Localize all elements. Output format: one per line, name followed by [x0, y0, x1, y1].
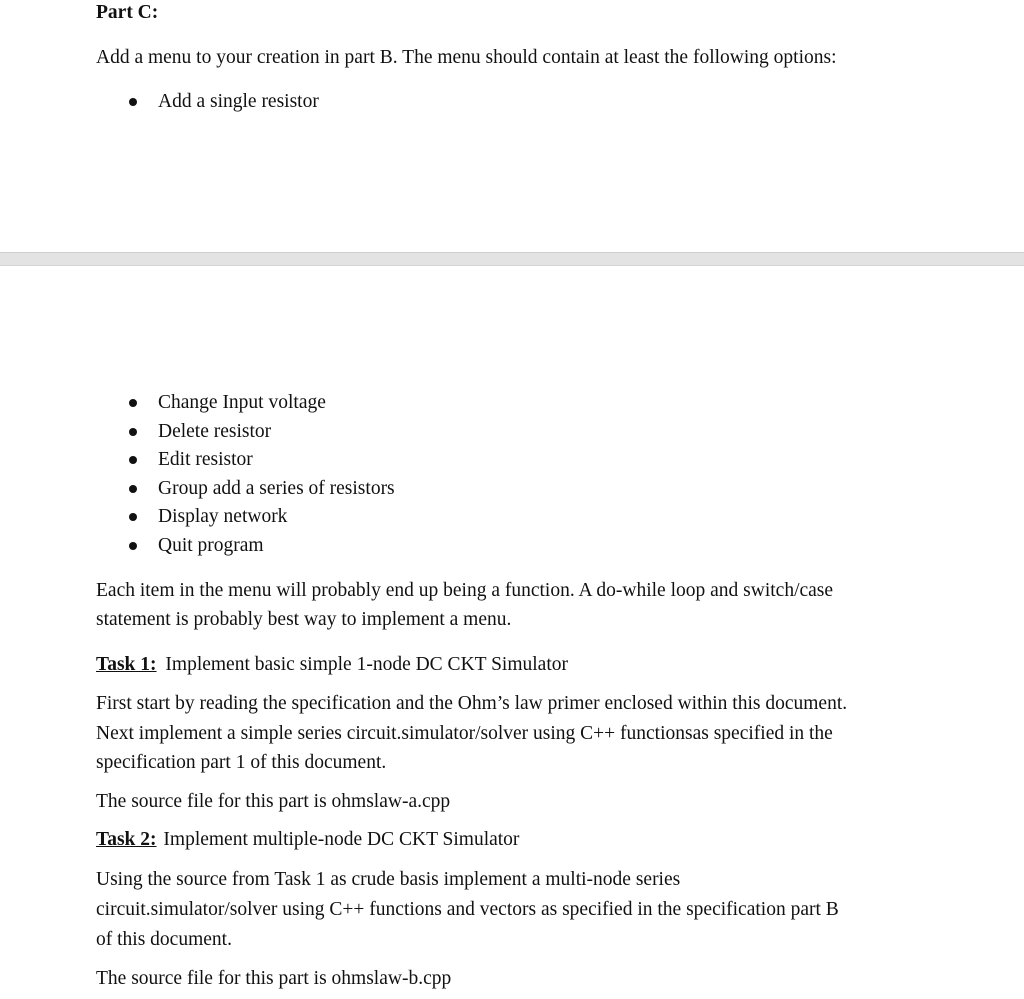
task1-body-line: specification part 1 of this document.	[96, 752, 387, 773]
menu-item: Change Input voltage	[158, 392, 326, 413]
part-c-heading: Part C:	[96, 2, 159, 23]
bullet-icon	[129, 542, 137, 550]
bullet-icon	[129, 485, 137, 493]
menu-item-add-single-resistor: Add a single resistor	[158, 91, 319, 112]
menu-item: Edit resistor	[158, 449, 253, 470]
task1-body-line: Next implement a simple series circuit.simulator/solver using C++ functionsas specified in the	[96, 723, 833, 744]
task1-body-line: First start by reading the specification and the Ohm’s law primer enclosed within this document.	[96, 693, 848, 714]
task2-body-line: of this document.	[96, 929, 232, 950]
bullet-icon	[129, 428, 137, 436]
task2-title: Implement multiple-node DC CKT Simulator	[163, 829, 520, 850]
menu-note-line: statement is probably best way to implement a menu.	[96, 609, 512, 630]
document-page-bottom	[0, 266, 1024, 999]
bullet-icon	[129, 98, 137, 106]
task1-heading	[96, 653, 568, 677]
task2-label: Task 2:	[96, 829, 157, 850]
menu-item: Display network	[158, 506, 288, 527]
document-page-top	[0, 0, 1024, 252]
menu-item: Delete resistor	[158, 421, 272, 442]
task2-body-line: circuit.simulator/solver using C++ functions and vectors as specified in the specification part B	[96, 899, 839, 920]
bullet-icon	[129, 513, 137, 521]
task2-source: The source file for this part is ohmslaw-b.cpp	[96, 968, 452, 989]
task1-source: The source file for this part is ohmslaw-a.cpp	[96, 791, 451, 812]
part-c-intro: Add a menu to your creation in part B. The menu should contain at least the following options:	[96, 47, 837, 68]
task2-body-line: Using the source from Task 1 as crude basis implement a multi-node series	[96, 869, 681, 890]
task1-title: Implement basic simple 1-node DC CKT Simulator	[165, 654, 568, 675]
menu-item: Quit program	[158, 535, 264, 556]
bullet-icon	[129, 456, 137, 464]
page-break	[0, 252, 1024, 266]
bullet-icon	[129, 399, 137, 407]
task1-label: Task 1:	[96, 654, 157, 675]
task2-heading	[96, 828, 519, 852]
menu-note-line: Each item in the menu will probably end up being a function. A do-while loop and switch/case	[96, 580, 834, 601]
menu-item: Group add a series of resistors	[158, 478, 395, 499]
